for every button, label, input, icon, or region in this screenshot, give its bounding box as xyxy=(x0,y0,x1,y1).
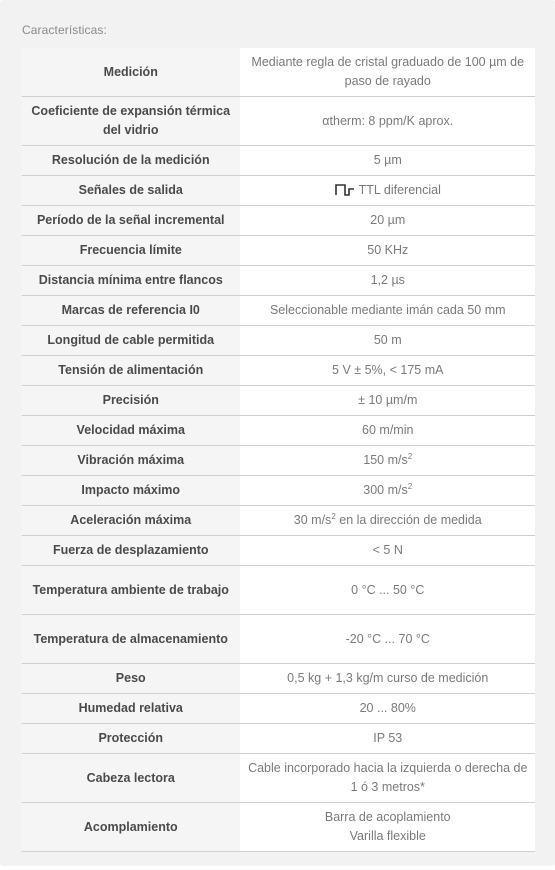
table-row xyxy=(22,206,535,236)
table-row xyxy=(22,754,535,803)
table-row xyxy=(22,356,535,386)
row-value: < 5 N xyxy=(240,536,535,566)
row-label: Longitud de cable permitida xyxy=(22,326,240,356)
row-label: Resolución de la medición xyxy=(22,146,240,176)
row-label: Peso xyxy=(22,664,240,694)
table-row xyxy=(22,724,535,754)
row-label: Impacto máximo xyxy=(22,476,240,506)
row-value: αtherm: 8 ppm/K aprox. xyxy=(240,97,535,146)
row-label: Velocidad máxima xyxy=(22,416,240,446)
section-caption: Características: xyxy=(22,23,107,37)
table-row xyxy=(22,694,535,724)
row-label: Señales de salida xyxy=(22,176,240,206)
table-row xyxy=(22,536,535,566)
row-value: 1,2 µs xyxy=(240,266,535,296)
row-value xyxy=(240,446,535,476)
table-row xyxy=(22,566,535,615)
row-value: -20 °C ... 70 °C xyxy=(240,615,535,664)
row-value-text: TTL diferencial xyxy=(358,183,441,197)
row-value xyxy=(240,176,535,206)
row-label: Temperatura de almacenamiento xyxy=(22,615,240,664)
table-row xyxy=(22,176,535,206)
row-label: Medición xyxy=(22,48,240,97)
row-value: 5 µm xyxy=(240,146,535,176)
row-label: Marcas de referencia I0 xyxy=(22,296,240,326)
table-row xyxy=(22,615,535,664)
row-value: 0 °C ... 50 °C xyxy=(240,566,535,615)
row-label: Aceleración máxima xyxy=(22,506,240,536)
row-value: 20 µm xyxy=(240,206,535,236)
table-row xyxy=(22,803,535,852)
row-label: Precisión xyxy=(22,386,240,416)
row-value xyxy=(240,506,535,536)
row-label: Acomplamiento xyxy=(22,803,240,852)
table-row xyxy=(22,476,535,506)
table-row xyxy=(22,266,535,296)
row-value: IP 53 xyxy=(240,724,535,754)
row-label: Frecuencia límite xyxy=(22,236,240,266)
row-value: 20 ... 80% xyxy=(240,694,535,724)
row-value-line-1: Barra de acoplamiento xyxy=(324,810,451,824)
table-row xyxy=(22,48,535,97)
table-row xyxy=(22,326,535,356)
specs-table xyxy=(22,48,535,852)
row-label: Fuerza de desplazamiento xyxy=(22,536,240,566)
table-row xyxy=(22,236,535,266)
row-label: Vibración máxima xyxy=(22,446,240,476)
table-row xyxy=(22,416,535,446)
row-value-text-after: en la dirección de medida xyxy=(335,513,482,527)
row-value: ± 10 µm/m xyxy=(240,386,535,416)
row-value xyxy=(240,476,535,506)
row-value: 50 KHz xyxy=(240,236,535,266)
row-label: Tensión de alimentación xyxy=(22,356,240,386)
row-value-text: 150 m/s xyxy=(363,453,408,467)
superscript: 2 xyxy=(407,451,413,461)
row-value-text: 30 m/s xyxy=(293,513,332,527)
table-row xyxy=(22,446,535,476)
row-label: Distancia mínima entre flancos xyxy=(22,266,240,296)
row-label: Protección xyxy=(22,724,240,754)
table-row xyxy=(22,386,535,416)
row-value-line-2: Varilla flexible xyxy=(349,829,426,843)
row-value: 60 m/min xyxy=(240,416,535,446)
table-row xyxy=(22,146,535,176)
row-value: Mediante regla de cristal graduado de 100 µm de paso de rayado xyxy=(240,48,535,97)
row-label: Temperatura ambiente de trabajo xyxy=(22,566,240,615)
row-value: 50 m xyxy=(240,326,535,356)
row-label: Coeficiente de expansión térmica del vidrio xyxy=(22,97,240,146)
table-row xyxy=(22,664,535,694)
table-row xyxy=(22,97,535,146)
table-row xyxy=(22,296,535,326)
superscript: 2 xyxy=(407,481,413,491)
row-label: Período de la señal incremental xyxy=(22,206,240,236)
row-value xyxy=(240,803,535,852)
square-wave-icon xyxy=(335,184,355,196)
row-value-text: 300 m/s xyxy=(363,483,408,497)
row-label: Cabeza lectora xyxy=(22,754,240,803)
row-value: 5 V ± 5%, < 175 mA xyxy=(240,356,535,386)
row-value: 0,5 kg + 1,3 kg/m curso de medición xyxy=(240,664,535,694)
row-value: Seleccionable mediante imán cada 50 mm xyxy=(240,296,535,326)
table-row xyxy=(22,506,535,536)
superscript: 2 xyxy=(331,511,336,521)
row-value: Cable incorporado hacia la izquierda o derecha de 1 ó 3 metros* xyxy=(240,754,535,803)
row-label: Humedad relativa xyxy=(22,694,240,724)
